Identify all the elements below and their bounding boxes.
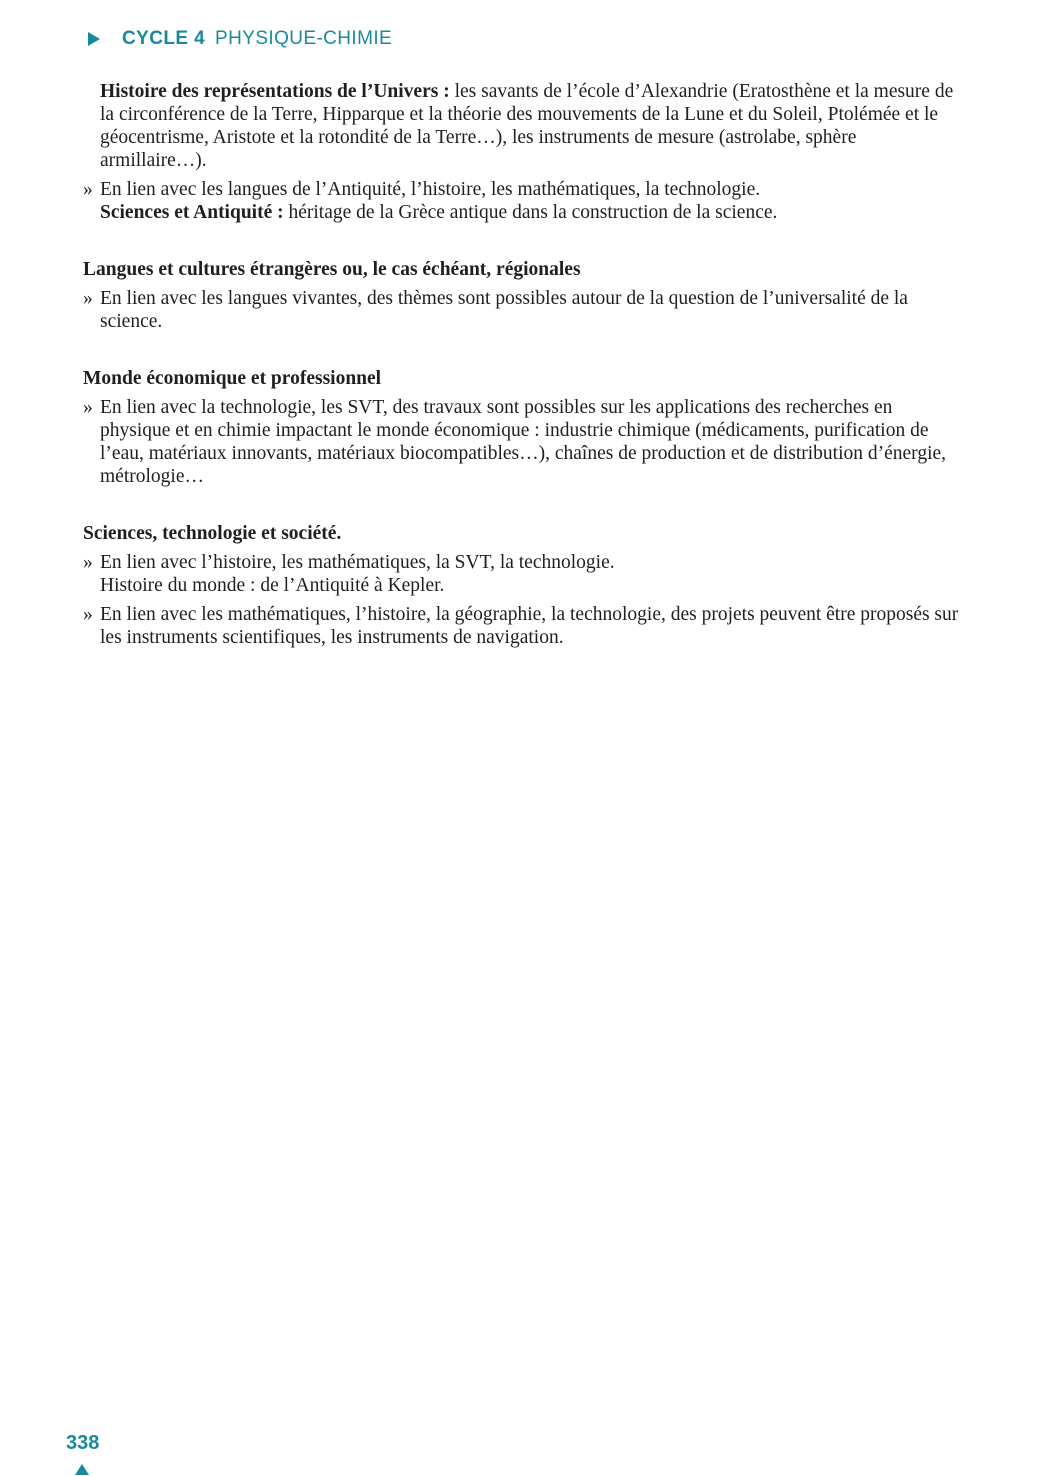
intro-bold-label: Histoire des représentations de l’Univers :	[100, 81, 450, 102]
bullet-text: En lien avec les langues vivantes, des thèmes sont possibles autour de la question de l’universalité de la science.	[100, 288, 908, 332]
list-item	[83, 396, 963, 488]
antiquity-text: héritage de la Grèce antique dans la construction de la science.	[283, 202, 778, 223]
antiquity-bold-label: Sciences et Antiquité :	[100, 202, 284, 223]
page-header	[88, 26, 392, 52]
bullet-text: En lien avec la technologie, les SVT, des travaux sont possibles sur les applications des recherches en physique et en chimie impactant le monde économique : industrie chimique (médicaments, purification de l’eau, matériaux innovants, matériaux biocompatibles…), chaînes de production et de distribution d’énergie, métrologie…	[100, 397, 947, 487]
subject-label: PHYSIQUE-CHIMIE	[215, 28, 393, 49]
bullet-text-secondary: Histoire du monde : de l’Antiquité à Kepler.	[100, 575, 445, 596]
list-item	[83, 178, 963, 224]
play-arrow-icon	[88, 32, 100, 46]
intro-paragraph	[83, 80, 963, 172]
intro-text: les savants de l’école d’Alexandrie (Eratosthène et la mesure de la circonférence de la Terre, Hipparque et la théorie des mouvements de la Lune et du Soleil, Ptolémée et le géocentrisme, Aristote et la rotondité de la Terre…), les instruments de mesure (astrolabe, sphère armillaire…).	[100, 81, 954, 171]
page-content	[83, 80, 963, 649]
list-item	[83, 287, 963, 333]
bullet-text: En lien avec l’histoire, les mathématiques, la SVT, la technologie.	[100, 552, 615, 573]
list-item	[83, 551, 963, 597]
triangle-up-icon	[75, 1464, 89, 1475]
cycle-label: CYCLE 4	[122, 28, 206, 49]
page-number: 338	[66, 1432, 100, 1454]
bullet-marker: »	[83, 397, 93, 418]
section-heading: Langues et cultures étrangères ou, le cas échéant, régionales	[83, 259, 581, 280]
list-item	[83, 603, 963, 649]
bullet-marker: »	[83, 288, 93, 309]
section-heading: Monde économique et professionnel	[83, 368, 382, 389]
section-heading: Sciences, technologie et société.	[83, 523, 342, 544]
bullet-marker: »	[83, 552, 93, 573]
bullet-text: En lien avec les langues de l’Antiquité, l’histoire, les mathématiques, la technologie.	[100, 179, 761, 200]
bullet-marker: »	[83, 604, 93, 625]
bullet-marker: »	[83, 179, 93, 200]
bullet-text: En lien avec les mathématiques, l’histoire, la géographie, la technologie, des projets peuvent être proposés sur les instruments scientifiques, les instruments de navigation.	[100, 604, 959, 648]
